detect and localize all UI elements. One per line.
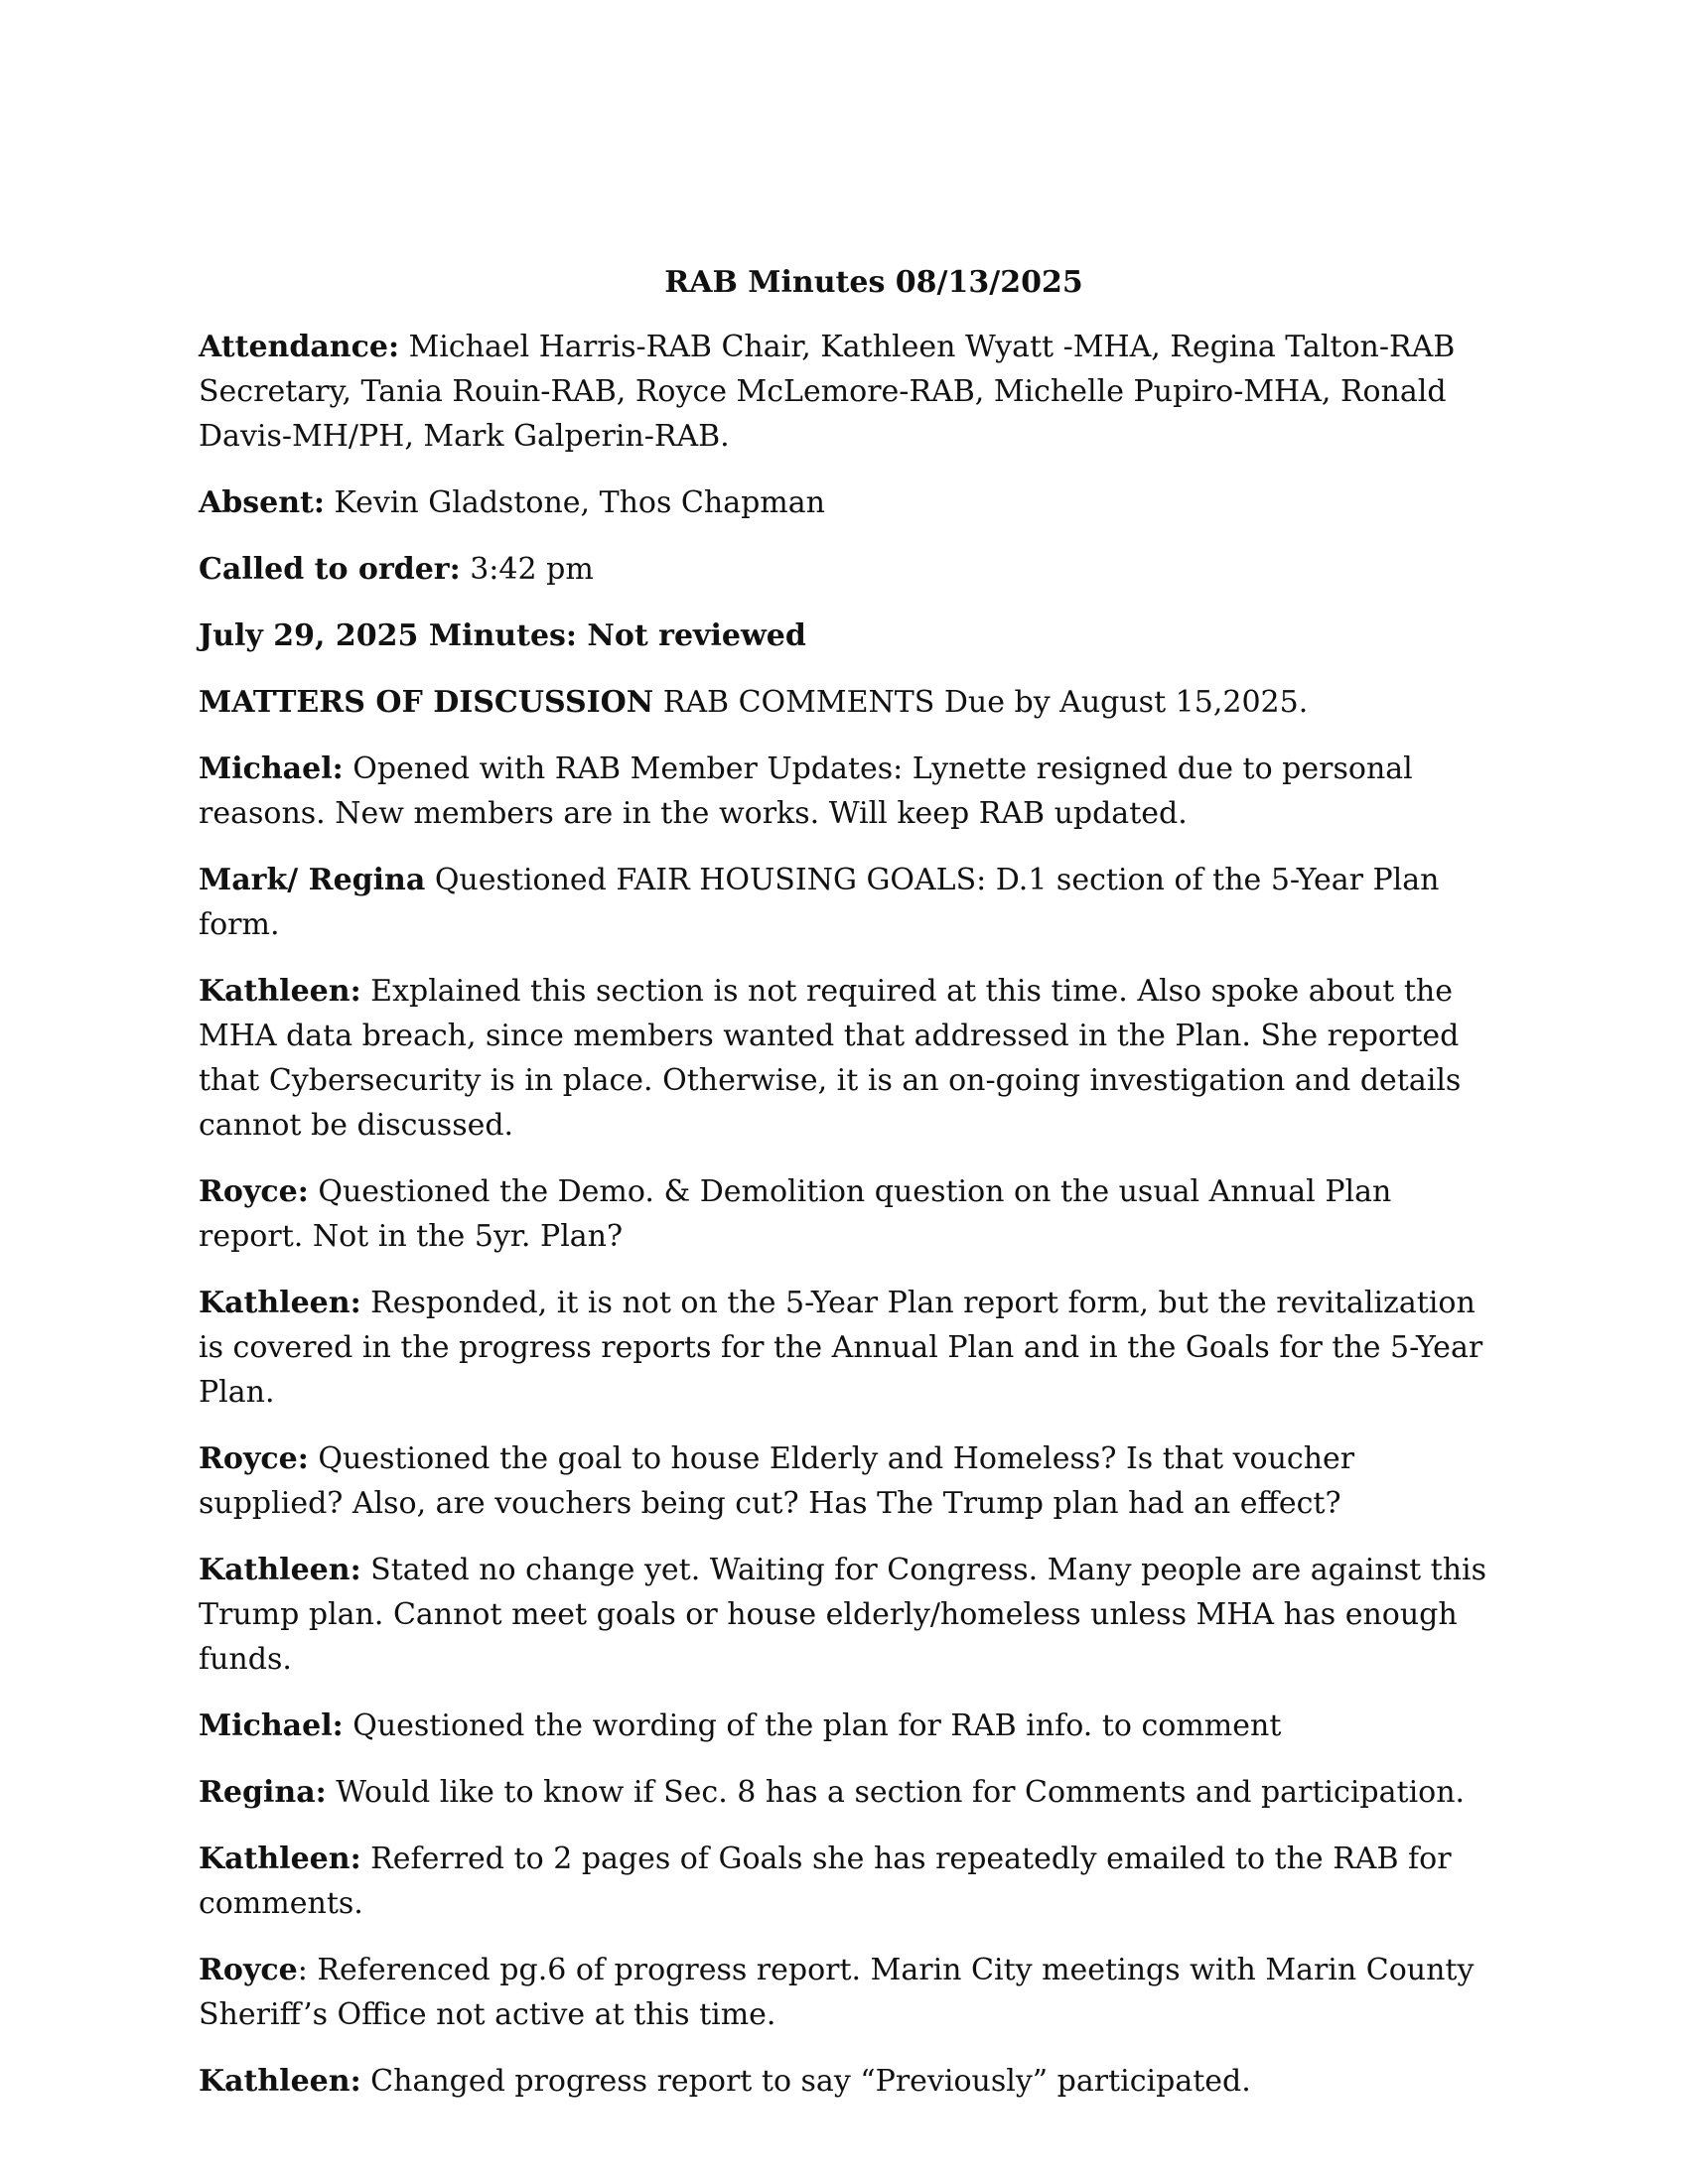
speaker-label: Royce:: [199, 1174, 309, 1209]
entry-text: Changed progress report to say “Previously” participated.: [360, 2064, 1251, 2099]
matters-label: MATTERS OF DISCUSSION: [199, 685, 654, 720]
entry-text: Responded, it is not on the 5-Year Plan report form, but the revitalization is covered in the progress reports for the Annual Plan and in the Goals for the 5-Year Plan.: [199, 1286, 1483, 1410]
entry-text: Would like to know if Sec. 8 has a section for Comments and participation.: [326, 1775, 1466, 1810]
attendance-paragraph: [199, 325, 1489, 459]
document-title: RAB Minutes 08/13/2025: [664, 265, 1083, 300]
prior-minutes-paragraph: July 29, 2025 Minutes: Not reviewed: [199, 618, 806, 653]
discussion-entry: [199, 1837, 1489, 1926]
discussion-entry: [199, 858, 1489, 947]
attendance-text: Michael Harris-RAB Chair, Kathleen Wyatt -MHA, Regina Talton-RAB Secretary, Tania Rouin-RAB, Royce McLemore-RAB, Michelle Pupiro-MHA, Ronald Davis-MH/PH, Mark Galperin-RAB.: [199, 330, 1456, 454]
called-to-order-label: Called to order:: [199, 552, 461, 587]
speaker-label: Kathleen:: [199, 974, 361, 1009]
matters-paragraph: [199, 680, 1489, 725]
discussion-entry: [199, 1169, 1489, 1259]
speaker-label: Royce: [199, 1953, 298, 1987]
discussion-entry: [199, 969, 1489, 1148]
entry-text: Stated no change yet. Waiting for Congress. Many people are against this Trump plan. Cannot meet goals or house elderly/homeless unless MHA has enough funds.: [199, 1553, 1487, 1677]
entry-text: Explained this section is not required at this time. Also spoke about the MHA data breach, since members wanted that addressed in the Plan. She reported that Cybersecurity is in place. Otherwise, it is an on-going investigation and details cannot be discussed.: [199, 974, 1462, 1143]
entry-text: Questioned FAIR HOUSING GOALS: D.1 section of the 5-Year Plan form.: [199, 863, 1440, 942]
entry-text: Referred to 2 pages of Goals she has repeatedly emailed to the RAB for comments.: [199, 1842, 1452, 1921]
called-to-order-text: 3:42 pm: [460, 552, 594, 587]
discussion-entry: [199, 1948, 1489, 2037]
discussion-entry: [199, 2059, 1489, 2104]
entry-text: Questioned the wording of the plan for RAB info. to comment: [343, 1708, 1282, 1743]
speaker-label: Royce:: [199, 1441, 309, 1476]
entry-text: Questioned the goal to house Elderly and Homeless? Is that voucher supplied? Also, are vouchers being cut? Has The Trump plan had an effect?: [199, 1441, 1355, 1521]
document-page: [199, 260, 1489, 2125]
absent-text: Kevin Gladstone, Thos Chapman: [324, 485, 825, 520]
entry-text: Opened with RAB Member Updates: Lynette resigned due to personal reasons. New members are in the works. Will keep RAB updated.: [199, 751, 1413, 831]
absent-paragraph: [199, 480, 1489, 525]
speaker-label: Kathleen:: [199, 1286, 361, 1320]
speaker-label: Kathleen:: [199, 1553, 361, 1587]
discussion-entry: [199, 1548, 1489, 1682]
speaker-label: Kathleen:: [199, 2064, 361, 2099]
called-to-order-paragraph: [199, 547, 1489, 592]
speaker-label: Regina:: [199, 1775, 327, 1810]
speaker-label: Mark/ Regina: [199, 863, 426, 897]
speaker-label: Michael:: [199, 1708, 344, 1743]
discussion-entry: [199, 1281, 1489, 1415]
matters-text: RAB COMMENTS Due by August 15,2025.: [653, 685, 1309, 720]
speaker-label: Kathleen:: [199, 1842, 361, 1876]
entry-text: : Referenced pg.6 of progress report. Marin City meetings with Marin County Sheriff’s Office not active at this time.: [199, 1953, 1475, 2032]
discussion-entry: [199, 747, 1489, 836]
discussion-entry: [199, 1436, 1489, 1526]
discussion-entry: [199, 1770, 1489, 1815]
speaker-label: Michael:: [199, 751, 344, 786]
discussion-entry: [199, 1704, 1489, 1748]
entry-text: Questioned the Demo. & Demolition question on the usual Annual Plan report. Not in the 5yr. Plan?: [199, 1174, 1392, 1254]
attendance-label: Attendance:: [199, 330, 400, 364]
absent-label: Absent:: [199, 485, 325, 520]
